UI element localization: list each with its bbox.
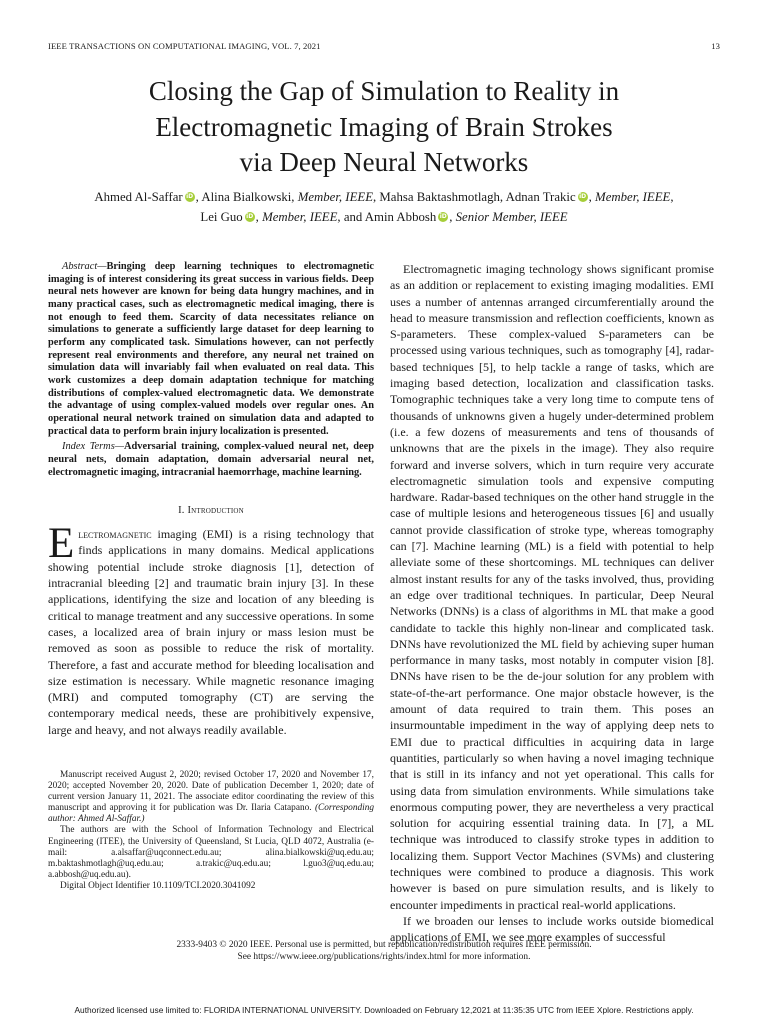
author-text: , [670, 190, 674, 204]
drop-cap: E [48, 520, 75, 568]
author-text: , Mahsa Baktashmotlagh, Adnan Trakic [373, 190, 576, 204]
page-number: 13 [711, 41, 720, 51]
abstract-text: Bringing deep learning techniques to electromagnetic imaging is of interest considering its great success in various fields. Deep neural nets however are known for being data hungry machines, and in many practical cases, such as electromagnetic medical imaging, there is not enough to feed them. Scarcity of data necessitates reliance on simulations to generate a sufficiently large dataset for deep learning to perform any complicated task. Simulations however, can not perfectly represent real environments and therefore, any neural net trained on simulation data will invariably fail when evaluated on real data. This work customizes a deep domain adaptation technique for matching distributions of complex-valued electromagnetic data. We demonstrate the advantage of using complex-valued models over regular ones. An operational neural network trained on simulation data and adapted to practical data to perform brain injury localization is presented. [48, 261, 374, 437]
footnote-doi: Digital Object Identifier 10.1109/TCI.2020.3041092 [60, 880, 256, 891]
footnote-manuscript-text: Manuscript received August 2, 2020; revised October 17, 2020 and November 17, 2020; accepted November 20, 2020. Date of publication December 1, 2020; date of current version January 11, 2021. The associate editor coordinating the review of this manuscript and approving it for publication was Dr. Ilaria Catapano. [48, 770, 374, 814]
copyright-line-2: See https://www.ieee.org/publications/rights/index.html for more information. [237, 951, 531, 962]
intro-paragraph [48, 520, 374, 738]
title-line-2: Electromagnetic Imaging of Brain Strokes [155, 111, 613, 142]
member-title: Senior Member, IEEE [455, 209, 568, 224]
author-list [40, 188, 728, 227]
footnote-affiliation: The authors are with the School of Information Technology and Electrical Engineering (ITEE), the University of Queensland, St Lucia, QLD 4072, Australia (e-mail: a.alsaffar@uqconnect.edu.au; alina.bialkowski@uq.edu.au; m.baktashmotlagh@uq.edu.au; a.trakic@uq.edu.au; l.guo3@uq.edu.au; a.abbosh@uq.edu.au). [48, 825, 374, 880]
index-terms-lead: Index Terms— [62, 441, 124, 453]
right-column [390, 261, 714, 945]
paper-title [40, 74, 728, 181]
title-line-3: via Deep Neural Networks [239, 147, 529, 177]
body-paragraph: Electromagnetic imaging technology shows significant promise as an addition or replacement to existing imaging modalities. EMI uses a number of antennas arranged circumferentially around the head to measure transmission and reflection coefficients, known as S-parameters. These complex-valued S-parameters can be processed using various techniques, such as tomography [4], radar-based techniques [5], to help tackle a range of tasks, which are imaging based detection, localization and classification tasks. Tomographic techniques take a very long time to compute tens of thousands of unknowns given a hugely under-determined problem (i.e. a few dozens of measurements and tens of thousands of unknowns that are the pixels in the image). They also require forward and inverse solvers, which in turn require very accurate electromagnetic simulation tools and expensive computing hardware. Radar-based techniques on the other hand struggle in the case of multiple lesions and heterogeneous tissues [6] and usually cannot provide classification of stroke type, whereas tomography can [7]. Machine learning (ML) is a field with potential to help alleviate some of these shortcomings. ML techniques can deliver almost instant results for any of the tasks involved, thus, providing an edge over traditional techniques. In particular, Deep Neural Networks (DNNs) is a class of algorithms in ML that make a good candidate to tackle this highly non-linear and complicated task. DNNs have revolutionized the ML field by achieving super human performance in many tasks, most notably in computer vision [8]. DNNs have risen to be the de-jour solution for any problem with state-of-the-art performance. One major obstacle however, is the amount of data required to train them. This poses an insurmountable impediment in the way of applying deep nets to EMI due to practical difficulties in acquiring data in large quantities, particularly so when having a novel imaging technique that is still in its infancy and not yet operational. This calls for using data from simulation environments. While simulations take enormous computing power, they are nevertheless a very practical solution for acquiring essential training data. In [7], a ML technique was introduced to classify stroke types in addition to localizing them. Support Vector Machines (SVMs) and clustering techniques were combined to produce a diagnosis. This work however is based on pure simulation results, and is likely to encounter impediments in practical real-world applications. [390, 262, 714, 912]
body-paragraph: If we broaden our lenses to include works outside biomedical applications of EMI, we see more examples of successful [390, 913, 714, 945]
left-column [48, 261, 374, 892]
abstract [48, 261, 374, 438]
member-title: Member, IEEE [595, 190, 671, 204]
footnote [48, 770, 374, 892]
copyright-line-1: 2333-9403 © 2020 IEEE. Personal use is permitted, but republication/redistribution requires IEEE permission. [176, 940, 592, 950]
corresponding-author: (Corresponding author: Ahmed Al-Saffar.) [48, 803, 374, 825]
title-line-1: Closing the Gap of Simulation to Reality in [148, 76, 620, 106]
section-heading [48, 505, 374, 516]
orcid-icon[interactable]: iD [246, 212, 254, 220]
author-line-2 [40, 208, 728, 228]
author-text: , and Amin Abbosh [337, 209, 437, 224]
author-text: , [449, 209, 456, 224]
author-text: , [255, 209, 263, 224]
section-title: Introduction [187, 505, 244, 517]
section-number: I. [178, 505, 188, 517]
intro-text: imaging (EMI) is a rising technology that finds applications in many domains. Medical applications showing potential include stroke diagnosis [1], detection of intracranial bleeding [2] and traumatic brain injury [3]. In these applications, identifying the size and location of any bleeding is critical to manage treatment and any successive operations. In some cases, a localized area of brain injury or mass lesion must be removed as soon as possible to reduce the risk of mortality. Therefore, a fast and accurate method for bleeding localisation and size estimation is necessary. While magnetic resonance imaging (MRI) and computed tomography (CT) are serving the contemporary medical needs, these are prohibitively expensive, large and heavy, and not always readily available. [48, 527, 374, 737]
orcid-icon[interactable]: iD [439, 212, 447, 220]
journal-name: IEEE TRANSACTIONS ON COMPUTATIONAL IMAGING, VOL. 7, 2021 [48, 41, 321, 51]
drop-cap-rest: lectromagnetic [78, 527, 152, 542]
copyright-notice [48, 940, 720, 963]
member-title: Member, IEEE [297, 190, 374, 204]
author-text: , [588, 190, 596, 204]
orcid-icon[interactable]: iD [186, 193, 194, 200]
footnote-manuscript [48, 770, 374, 825]
running-head [48, 41, 720, 51]
license-notice: Authorized licensed use limited to: FLORIDA INTERNATIONAL UNIVERSITY. Downloaded on February 12,2021 at 11:35:35 UTC from IEEE Xplore. Restrictions apply. [74, 1005, 694, 1015]
index-terms [48, 441, 374, 479]
author-name: Ahmed Al-Saffar [94, 190, 183, 204]
abstract-lead: Abstract— [62, 261, 107, 272]
orcid-icon[interactable]: iD [579, 193, 587, 200]
author-line-1 [40, 188, 728, 208]
author-text: , Alina Bialkowski, [195, 190, 298, 204]
index-terms-text: Adversarial training, complex-valued neural net, deep neural nets, domain adaptation, domain adversarial neural net, electromagnetic imaging, intracranial haemorrhage, machine learning. [48, 441, 374, 478]
author-name: Lei Guo [200, 209, 243, 224]
member-title: Member, IEEE [262, 209, 338, 224]
